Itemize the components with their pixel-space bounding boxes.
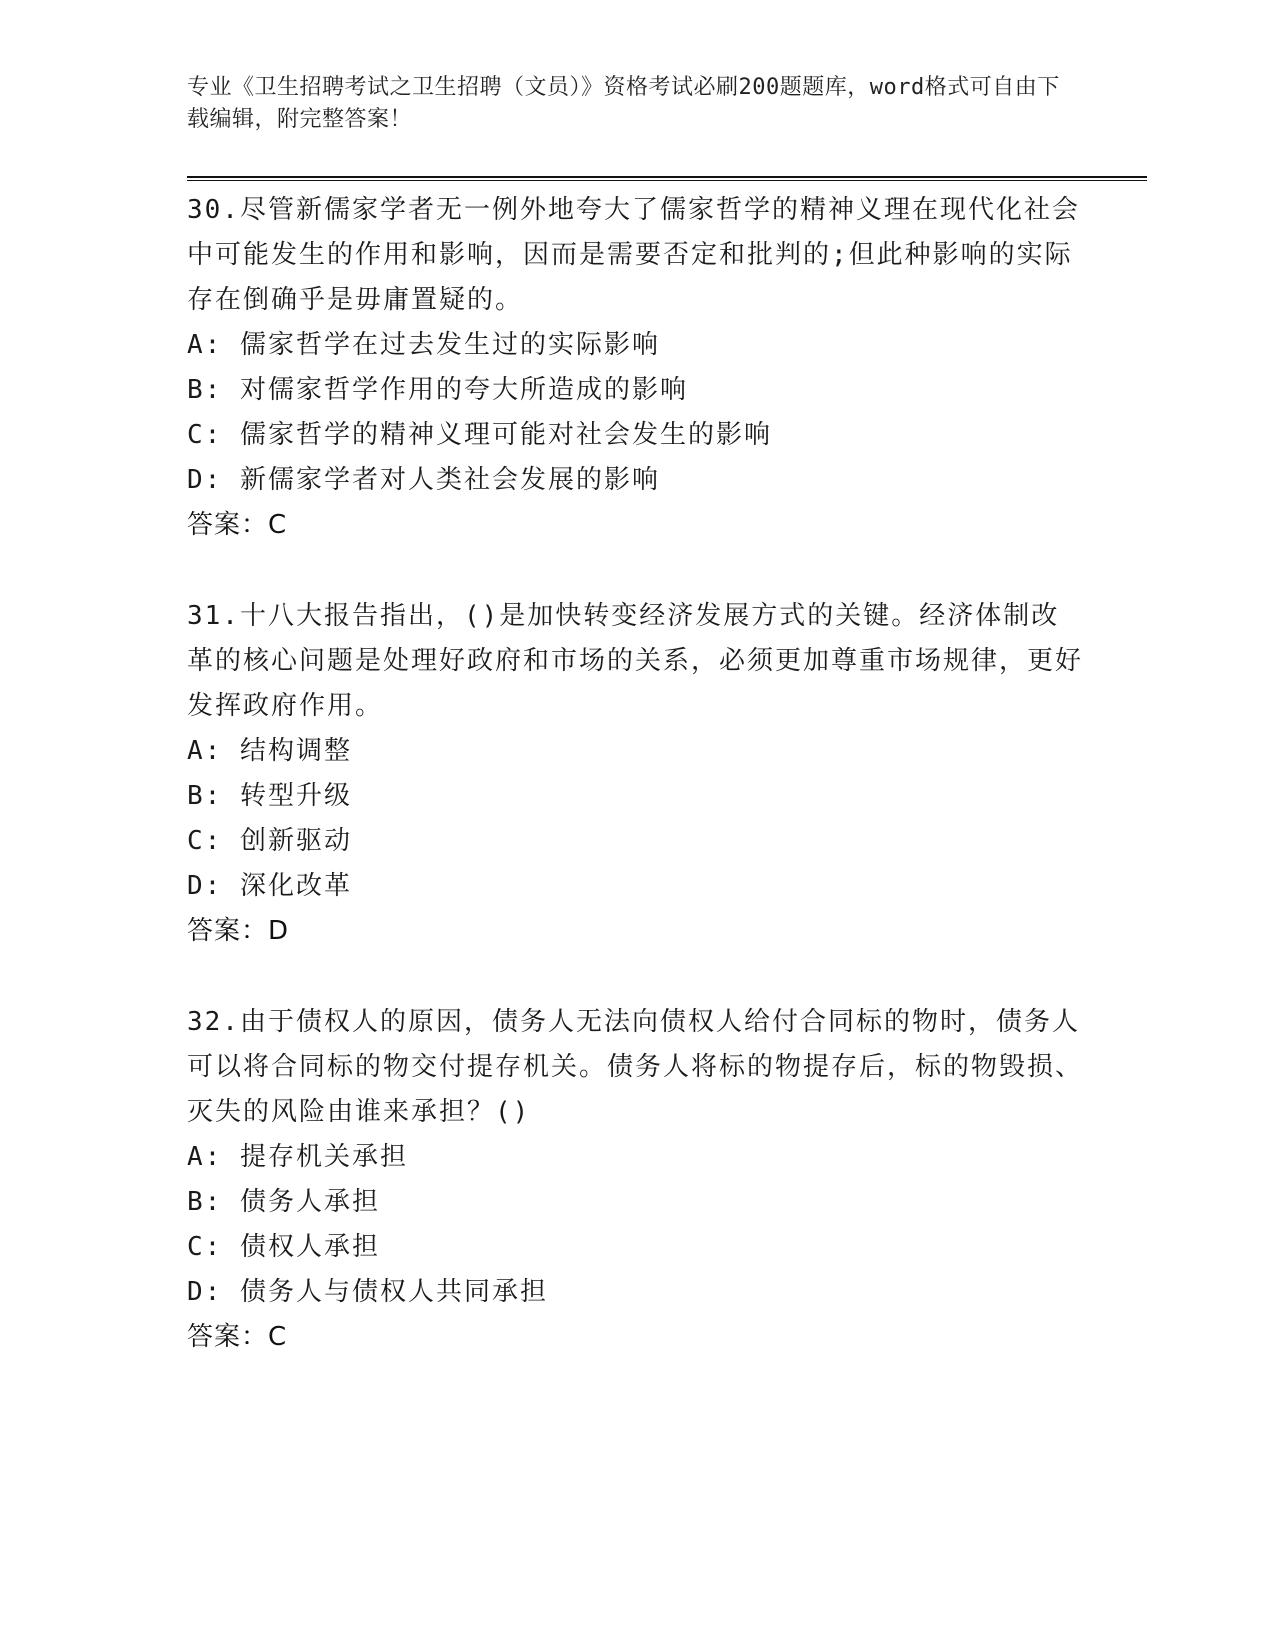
option-a: A: 提存机关承担 bbox=[187, 1142, 408, 1172]
question-list bbox=[187, 188, 1087, 1406]
option-c: C: 债权人承担 bbox=[187, 1232, 380, 1262]
question-31 bbox=[187, 594, 1087, 954]
question-30 bbox=[187, 188, 1087, 548]
answer-label: 答案：D bbox=[187, 916, 290, 946]
option-b: B: 转型升级 bbox=[187, 781, 352, 811]
question-stem: 30.尽管新儒家学者无一例外地夸大了儒家哲学的精神义理在现代化社会中可能发生的作用和影响，因而是需要否定和批判的;但此种影响的实际存在倒确乎是毋庸置疑的。 bbox=[187, 195, 1080, 315]
option-d: D: 深化改革 bbox=[187, 871, 352, 901]
option-c: C: 创新驱动 bbox=[187, 826, 352, 856]
option-d: D: 债务人与债权人共同承担 bbox=[187, 1277, 548, 1307]
option-c: C: 儒家哲学的精神义理可能对社会发生的影响 bbox=[187, 420, 772, 450]
option-a: A: 结构调整 bbox=[187, 736, 352, 766]
answer-label: 答案：C bbox=[187, 1322, 288, 1352]
option-b: B: 债务人承担 bbox=[187, 1187, 380, 1217]
answer-label: 答案：C bbox=[187, 510, 288, 540]
header-divider bbox=[187, 176, 1147, 181]
option-b: B: 对儒家哲学作用的夸大所造成的影响 bbox=[187, 375, 688, 405]
document-header: 专业《卫生招聘考试之卫生招聘（文员）》资格考试必刷200题题库，word格式可自由下载编辑，附完整答案！ bbox=[187, 75, 1060, 132]
question-stem: 32.由于债权人的原因，债务人无法向债权人给付合同标的物时，债务人可以将合同标的物交付提存机关。债务人将标的物提存后，标的物毁损、灭失的风险由谁来承担？() bbox=[187, 1007, 1084, 1127]
option-d: D: 新儒家学者对人类社会发展的影响 bbox=[187, 465, 660, 495]
question-stem: 31.十八大报告指出，()是加快转变经济发展方式的关键。经济体制改革的核心问题是处理好政府和市场的关系，必须更加尊重市场规律，更好发挥政府作用。 bbox=[187, 601, 1084, 721]
option-a: A: 儒家哲学在过去发生过的实际影响 bbox=[187, 330, 660, 360]
question-32 bbox=[187, 1000, 1087, 1360]
